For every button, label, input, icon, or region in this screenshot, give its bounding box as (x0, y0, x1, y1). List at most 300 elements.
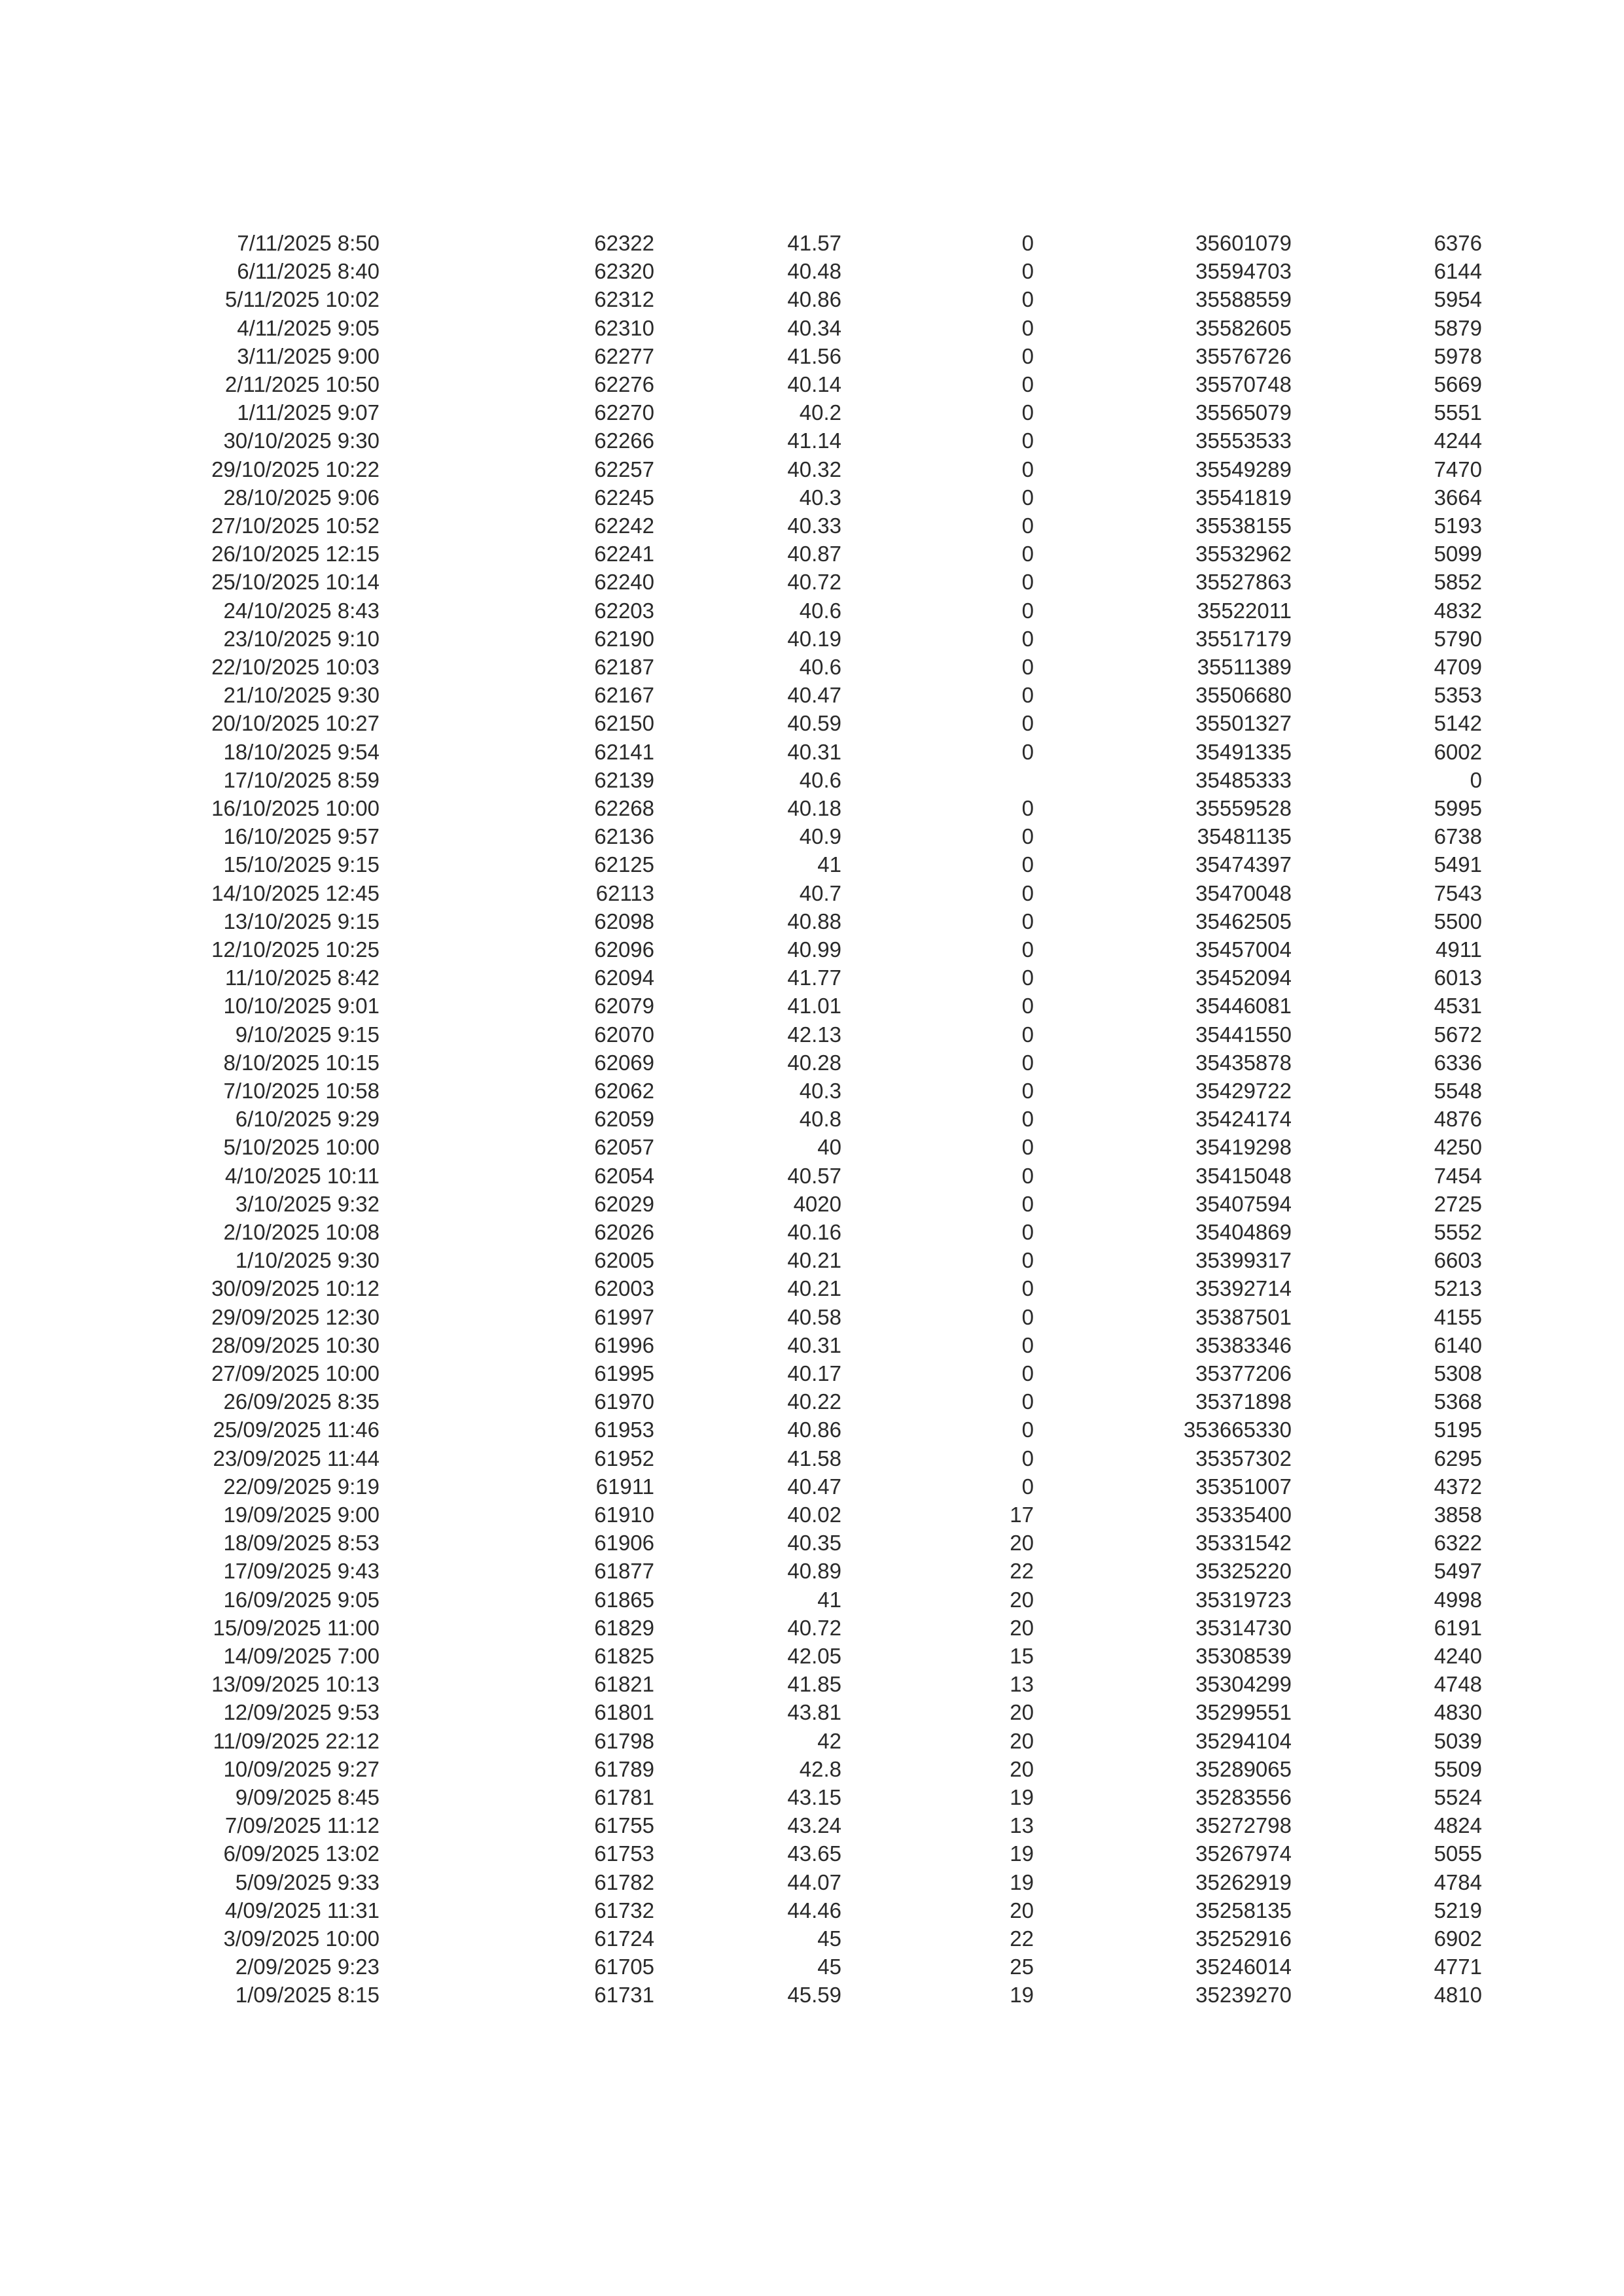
date-time-cell: 27/09/2025 10:00 (211, 1361, 380, 1385)
table-row (0, 794, 1624, 822)
date-time-cell: 25/10/2025 10:14 (211, 570, 380, 595)
reading-d-cell: 35351007 (1195, 1474, 1292, 1499)
reading-e-cell: 4876 (1434, 1107, 1482, 1132)
reading-d-cell: 35506680 (1195, 683, 1292, 708)
reading-d-cell: 35272798 (1195, 1813, 1292, 1838)
reading-b-cell: 43.15 (787, 1785, 841, 1809)
reading-c-cell: 0 (1021, 711, 1034, 736)
date-time-cell: 26/10/2025 12:15 (211, 542, 380, 566)
reading-e-cell: 7454 (1434, 1163, 1482, 1188)
reading-a-cell: 61798 (594, 1728, 654, 1753)
reading-d-cell: 35601079 (1195, 231, 1292, 255)
reading-c-cell: 25 (1010, 1955, 1034, 1979)
reading-c-cell: 0 (1021, 796, 1034, 820)
reading-c-cell: 17 (1010, 1503, 1034, 1527)
reading-c-cell: 0 (1021, 937, 1034, 962)
reading-a-cell: 62312 (594, 287, 654, 312)
reading-a-cell: 61910 (594, 1503, 654, 1527)
reading-c-cell: 19 (1010, 1785, 1034, 1809)
table-row (0, 1614, 1624, 1642)
reading-a-cell: 61801 (594, 1700, 654, 1725)
table-row (0, 398, 1624, 426)
date-time-cell: 14/10/2025 12:45 (211, 880, 380, 905)
reading-c-cell: 0 (1021, 598, 1034, 623)
reading-e-cell: 6336 (1434, 1050, 1482, 1075)
reading-d-cell: 35404869 (1195, 1220, 1292, 1244)
date-time-cell: 3/11/2025 9:00 (237, 343, 380, 368)
reading-c-cell: 19 (1010, 1983, 1034, 2008)
reading-b-cell: 40.7 (799, 880, 841, 905)
reading-d-cell: 35289065 (1195, 1756, 1292, 1781)
reading-d-cell: 35511389 (1197, 655, 1292, 679)
reading-b-cell: 45 (817, 1955, 841, 1979)
reading-e-cell: 5879 (1434, 315, 1482, 340)
reading-c-cell: 13 (1010, 1672, 1034, 1697)
reading-b-cell: 40.18 (787, 796, 841, 820)
reading-b-cell: 40.59 (787, 711, 841, 736)
reading-e-cell: 6902 (1434, 1926, 1482, 1951)
table-row (0, 1049, 1624, 1077)
date-time-cell: 6/11/2025 8:40 (237, 259, 380, 284)
date-time-cell: 28/09/2025 10:30 (211, 1332, 380, 1357)
table-row (0, 625, 1624, 653)
reading-c-cell: 20 (1010, 1728, 1034, 1753)
reading-a-cell: 62062 (594, 1079, 654, 1103)
reading-c-cell: 0 (1021, 880, 1034, 905)
reading-a-cell: 62098 (594, 909, 654, 933)
table-row (0, 1811, 1624, 1839)
table-row (0, 1274, 1624, 1302)
reading-d-cell: 35424174 (1195, 1107, 1292, 1132)
table-row (0, 1162, 1624, 1190)
reading-a-cell: 61970 (594, 1389, 654, 1414)
reading-e-cell: 6002 (1434, 739, 1482, 764)
reading-c-cell: 0 (1021, 1418, 1034, 1442)
table-row (0, 483, 1624, 512)
reading-c-cell: 0 (1021, 1276, 1034, 1301)
reading-c-cell: 0 (1021, 1304, 1034, 1329)
reading-b-cell: 40.3 (799, 1079, 841, 1103)
date-time-cell: 22/10/2025 10:03 (211, 655, 380, 679)
reading-b-cell: 40.34 (787, 315, 841, 340)
reading-d-cell: 35470048 (1195, 880, 1292, 905)
date-time-cell: 7/09/2025 11:12 (224, 1813, 380, 1838)
reading-d-cell: 35262919 (1195, 1870, 1292, 1894)
reading-d-cell: 35446081 (1195, 994, 1292, 1018)
table-row (0, 1953, 1624, 1981)
reading-c-cell: 20 (1010, 1700, 1034, 1725)
reading-e-cell: 5308 (1434, 1361, 1482, 1385)
reading-a-cell: 62270 (594, 400, 654, 425)
date-time-cell: 11/09/2025 22:12 (213, 1728, 380, 1753)
reading-b-cell: 41.57 (787, 231, 841, 255)
reading-a-cell: 61724 (594, 1926, 654, 1951)
date-time-cell: 5/09/2025 9:33 (235, 1870, 380, 1894)
table-row (0, 1472, 1624, 1501)
date-time-cell: 23/10/2025 9:10 (223, 626, 380, 651)
date-time-cell: 18/09/2025 8:53 (223, 1531, 380, 1556)
date-time-cell: 24/10/2025 8:43 (223, 598, 380, 623)
date-time-cell: 17/09/2025 9:43 (223, 1559, 380, 1584)
table-row (0, 1839, 1624, 1868)
reading-e-cell: 6295 (1434, 1446, 1482, 1470)
reading-b-cell: 40.6 (799, 767, 841, 792)
reading-c-cell: 0 (1021, 231, 1034, 255)
table-row (0, 1529, 1624, 1557)
reading-c-cell: 0 (1021, 1191, 1034, 1216)
reading-e-cell: 5524 (1434, 1785, 1482, 1809)
reading-d-cell: 35283556 (1195, 1785, 1292, 1809)
table-row (0, 314, 1624, 342)
reading-d-cell: 35258135 (1195, 1898, 1292, 1922)
date-time-cell: 16/09/2025 9:05 (223, 1587, 380, 1612)
date-time-cell: 9/09/2025 8:45 (235, 1785, 380, 1809)
reading-b-cell: 40.99 (787, 937, 841, 962)
reading-b-cell: 40.57 (787, 1163, 841, 1188)
reading-e-cell: 6144 (1434, 259, 1482, 284)
table-row (0, 342, 1624, 370)
reading-a-cell: 61731 (594, 1983, 654, 2008)
reading-a-cell: 62113 (595, 880, 654, 905)
reading-e-cell: 7543 (1434, 880, 1482, 905)
table-row (0, 568, 1624, 596)
table-row (0, 1105, 1624, 1133)
reading-d-cell: 35588559 (1195, 287, 1292, 312)
table-row (0, 1642, 1624, 1670)
date-time-cell: 7/11/2025 8:50 (237, 231, 380, 255)
table-row (0, 1981, 1624, 2009)
reading-d-cell: 35538155 (1195, 513, 1292, 538)
reading-d-cell: 35325220 (1195, 1559, 1292, 1584)
date-time-cell: 10/10/2025 9:01 (223, 994, 380, 1018)
reading-a-cell: 62059 (594, 1107, 654, 1132)
table-row (0, 681, 1624, 709)
reading-a-cell: 62322 (594, 231, 654, 255)
reading-c-cell: 0 (1021, 1050, 1034, 1075)
reading-e-cell: 5142 (1434, 711, 1482, 736)
reading-e-cell: 4998 (1434, 1587, 1482, 1612)
table-row (0, 935, 1624, 964)
table-row (0, 455, 1624, 483)
date-time-cell: 6/10/2025 9:29 (235, 1107, 380, 1132)
reading-b-cell: 41.01 (787, 994, 841, 1018)
reading-a-cell: 62069 (594, 1050, 654, 1075)
reading-e-cell: 2725 (1434, 1191, 1482, 1216)
table-row (0, 1331, 1624, 1359)
date-time-cell: 20/10/2025 10:27 (211, 711, 380, 736)
reading-a-cell: 62150 (594, 711, 654, 736)
reading-a-cell: 62310 (594, 315, 654, 340)
reading-e-cell: 6376 (1434, 231, 1482, 255)
reading-e-cell: 4832 (1434, 598, 1482, 623)
table-row (0, 1416, 1624, 1444)
reading-c-cell: 22 (1010, 1926, 1034, 1951)
reading-a-cell: 62187 (594, 655, 654, 679)
reading-c-cell: 0 (1021, 1163, 1034, 1188)
date-time-cell: 10/09/2025 9:27 (223, 1756, 380, 1781)
reading-b-cell: 40.19 (787, 626, 841, 651)
reading-d-cell: 35549289 (1195, 457, 1292, 481)
date-time-cell: 16/10/2025 9:57 (223, 824, 380, 849)
reading-a-cell: 62245 (594, 485, 654, 510)
reading-b-cell: 40.47 (787, 683, 841, 708)
reading-e-cell: 5099 (1434, 542, 1482, 566)
table-row (0, 229, 1624, 257)
date-time-cell: 4/09/2025 11:31 (224, 1898, 380, 1922)
reading-e-cell: 5548 (1434, 1079, 1482, 1103)
reading-b-cell: 40.89 (787, 1559, 841, 1584)
reading-a-cell: 62190 (594, 626, 654, 651)
reading-c-cell: 0 (1021, 655, 1034, 679)
reading-e-cell: 4372 (1434, 1474, 1482, 1499)
reading-d-cell: 353665330 (1183, 1418, 1292, 1442)
reading-a-cell: 61952 (594, 1446, 654, 1470)
reading-e-cell: 5039 (1434, 1728, 1482, 1753)
reading-b-cell: 40.31 (787, 739, 841, 764)
reading-c-cell: 20 (1010, 1898, 1034, 1922)
date-time-cell: 2/10/2025 10:08 (223, 1220, 380, 1244)
reading-d-cell: 35485333 (1195, 767, 1292, 792)
date-time-cell: 26/09/2025 8:35 (223, 1389, 380, 1414)
reading-d-cell: 35357302 (1195, 1446, 1292, 1470)
reading-a-cell: 62094 (594, 965, 654, 990)
reading-d-cell: 35565079 (1195, 400, 1292, 425)
table-row (0, 1444, 1624, 1472)
reading-a-cell: 61865 (594, 1587, 654, 1612)
reading-a-cell: 61997 (594, 1304, 654, 1329)
reading-a-cell: 61995 (594, 1361, 654, 1385)
reading-d-cell: 35541819 (1195, 485, 1292, 510)
reading-e-cell: 5219 (1434, 1898, 1482, 1922)
date-time-cell: 27/10/2025 10:52 (211, 513, 380, 538)
reading-d-cell: 35294104 (1195, 1728, 1292, 1753)
reading-d-cell: 35319723 (1195, 1587, 1292, 1612)
reading-c-cell: 0 (1021, 683, 1034, 708)
date-time-cell: 2/11/2025 10:50 (224, 372, 380, 396)
reading-c-cell: 0 (1021, 852, 1034, 877)
table-row (0, 1896, 1624, 1924)
reading-d-cell: 35532962 (1195, 542, 1292, 566)
table-row (0, 653, 1624, 681)
reading-d-cell: 35371898 (1195, 1389, 1292, 1414)
reading-a-cell: 61755 (594, 1813, 654, 1838)
reading-b-cell: 40.86 (787, 287, 841, 312)
reading-b-cell: 41.85 (787, 1672, 841, 1697)
table-row (0, 992, 1624, 1020)
reading-b-cell: 41.56 (787, 343, 841, 368)
reading-b-cell: 41.14 (787, 428, 841, 453)
date-time-cell: 6/09/2025 13:02 (223, 1841, 380, 1866)
reading-e-cell: 4810 (1434, 1983, 1482, 2008)
reading-a-cell: 62167 (594, 683, 654, 708)
date-time-cell: 5/11/2025 10:02 (224, 287, 380, 312)
reading-e-cell: 5790 (1434, 626, 1482, 651)
table-row (0, 1303, 1624, 1331)
reading-b-cell: 40.3 (799, 485, 841, 510)
reading-e-cell: 3858 (1434, 1503, 1482, 1527)
reading-a-cell: 61825 (594, 1644, 654, 1668)
date-time-cell: 29/09/2025 12:30 (211, 1304, 380, 1329)
reading-b-cell: 40.86 (787, 1418, 841, 1442)
reading-e-cell: 5353 (1434, 683, 1482, 708)
reading-c-cell: 0 (1021, 1248, 1034, 1273)
reading-b-cell: 44.46 (787, 1898, 841, 1922)
reading-c-cell: 0 (1021, 1361, 1034, 1385)
reading-c-cell: 0 (1021, 1446, 1034, 1470)
reading-a-cell: 61953 (594, 1418, 654, 1442)
reading-e-cell: 4830 (1434, 1700, 1482, 1725)
reading-a-cell: 62070 (594, 1022, 654, 1047)
reading-a-cell: 62096 (594, 937, 654, 962)
date-time-cell: 19/09/2025 9:00 (223, 1503, 380, 1527)
reading-a-cell: 62005 (594, 1248, 654, 1273)
date-time-cell: 8/10/2025 10:15 (223, 1050, 380, 1075)
reading-d-cell: 35407594 (1195, 1191, 1292, 1216)
date-time-cell: 12/09/2025 9:53 (223, 1700, 380, 1725)
reading-b-cell: 40.16 (787, 1220, 841, 1244)
reading-d-cell: 35392714 (1195, 1276, 1292, 1301)
date-time-cell: 15/09/2025 11:00 (213, 1615, 380, 1640)
date-time-cell: 3/10/2025 9:32 (235, 1191, 380, 1216)
reading-d-cell: 35429722 (1195, 1079, 1292, 1103)
reading-a-cell: 62276 (594, 372, 654, 396)
reading-b-cell: 42.05 (787, 1644, 841, 1668)
reading-a-cell: 61789 (594, 1756, 654, 1781)
reading-a-cell: 61753 (594, 1841, 654, 1866)
reading-e-cell: 4531 (1434, 994, 1482, 1018)
reading-c-cell: 0 (1021, 1474, 1034, 1499)
reading-a-cell: 62268 (594, 796, 654, 820)
reading-e-cell: 4748 (1434, 1672, 1482, 1697)
reading-b-cell: 4020 (793, 1191, 841, 1216)
reading-b-cell: 40.02 (787, 1503, 841, 1527)
table-row (0, 370, 1624, 398)
date-time-cell: 12/10/2025 10:25 (211, 937, 380, 962)
table-row (0, 1387, 1624, 1416)
reading-e-cell: 4240 (1434, 1644, 1482, 1668)
reading-d-cell: 35304299 (1195, 1672, 1292, 1697)
date-time-cell: 3/09/2025 10:00 (223, 1926, 380, 1951)
reading-b-cell: 40.72 (787, 1615, 841, 1640)
reading-a-cell: 62257 (594, 457, 654, 481)
reading-c-cell: 0 (1021, 739, 1034, 764)
table-row (0, 1727, 1624, 1755)
reading-b-cell: 41.58 (787, 1446, 841, 1470)
reading-d-cell: 35582605 (1195, 315, 1292, 340)
date-time-cell: 15/10/2025 9:15 (223, 852, 380, 877)
reading-c-cell: 0 (1021, 626, 1034, 651)
reading-d-cell: 35462505 (1195, 909, 1292, 933)
reading-d-cell: 35419298 (1195, 1135, 1292, 1160)
reading-b-cell: 40.87 (787, 542, 841, 566)
reading-a-cell: 62242 (594, 513, 654, 538)
reading-a-cell: 61821 (594, 1672, 654, 1697)
table-row (0, 709, 1624, 737)
date-time-cell: 11/10/2025 8:42 (224, 965, 380, 990)
reading-b-cell: 41 (817, 1587, 841, 1612)
reading-a-cell: 62054 (594, 1163, 654, 1188)
reading-c-cell: 0 (1021, 1022, 1034, 1047)
table-row (0, 1557, 1624, 1585)
reading-d-cell: 35239270 (1195, 1983, 1292, 2008)
date-time-cell: 9/10/2025 9:15 (235, 1022, 380, 1047)
reading-e-cell: 5669 (1434, 372, 1482, 396)
reading-b-cell: 43.65 (787, 1841, 841, 1866)
table-row (0, 1698, 1624, 1726)
reading-d-cell: 35501327 (1195, 711, 1292, 736)
reading-a-cell: 62277 (594, 343, 654, 368)
reading-d-cell: 35246014 (1195, 1955, 1292, 1979)
date-time-cell: 30/09/2025 10:12 (211, 1276, 380, 1301)
reading-d-cell: 35308539 (1195, 1644, 1292, 1668)
date-time-cell: 4/11/2025 9:05 (237, 315, 380, 340)
reading-b-cell: 40.14 (787, 372, 841, 396)
date-time-cell: 1/10/2025 9:30 (235, 1248, 380, 1273)
reading-c-cell: 0 (1021, 570, 1034, 595)
reading-b-cell: 41 (817, 852, 841, 877)
date-time-cell: 7/10/2025 10:58 (223, 1079, 380, 1103)
reading-c-cell: 0 (1021, 400, 1034, 425)
reading-e-cell: 4784 (1434, 1870, 1482, 1894)
table-row (0, 512, 1624, 540)
reading-c-cell: 0 (1021, 994, 1034, 1018)
date-time-cell: 17/10/2025 8:59 (223, 767, 380, 792)
reading-a-cell: 62266 (594, 428, 654, 453)
table-row (0, 738, 1624, 766)
reading-b-cell: 40.33 (787, 513, 841, 538)
reading-e-cell: 5195 (1434, 1418, 1482, 1442)
reading-a-cell: 61877 (594, 1559, 654, 1584)
table-row (0, 1755, 1624, 1783)
reading-d-cell: 35553533 (1195, 428, 1292, 453)
reading-a-cell: 62136 (594, 824, 654, 849)
reading-b-cell: 45 (817, 1926, 841, 1951)
table-row (0, 1218, 1624, 1246)
reading-c-cell: 20 (1010, 1531, 1034, 1556)
reading-e-cell: 4244 (1434, 428, 1482, 453)
table-row (0, 1246, 1624, 1274)
reading-c-cell: 20 (1010, 1756, 1034, 1781)
reading-b-cell: 40.72 (787, 570, 841, 595)
reading-b-cell: 41.77 (787, 965, 841, 990)
reading-a-cell: 61829 (594, 1615, 654, 1640)
reading-c-cell: 0 (1021, 1107, 1034, 1132)
reading-d-cell: 35457004 (1195, 937, 1292, 962)
date-time-cell: 28/10/2025 9:06 (223, 485, 380, 510)
reading-d-cell: 35594703 (1195, 259, 1292, 284)
reading-d-cell: 35452094 (1195, 965, 1292, 990)
reading-c-cell: 19 (1010, 1841, 1034, 1866)
reading-b-cell: 40 (817, 1135, 841, 1160)
date-time-cell: 21/10/2025 9:30 (223, 683, 380, 708)
reading-c-cell: 0 (1021, 1220, 1034, 1244)
table-row (0, 907, 1624, 935)
table-row (0, 1783, 1624, 1811)
table-row (0, 1190, 1624, 1218)
reading-c-cell: 20 (1010, 1615, 1034, 1640)
reading-d-cell: 35570748 (1195, 372, 1292, 396)
reading-e-cell: 6603 (1434, 1248, 1482, 1273)
reading-a-cell: 62139 (594, 767, 654, 792)
table-row (0, 964, 1624, 992)
reading-e-cell: 5552 (1434, 1220, 1482, 1244)
date-time-cell: 30/10/2025 9:30 (223, 428, 380, 453)
reading-e-cell: 5497 (1434, 1559, 1482, 1584)
reading-a-cell: 62320 (594, 259, 654, 284)
reading-e-cell: 4771 (1434, 1955, 1482, 1979)
reading-d-cell: 35441550 (1195, 1022, 1292, 1047)
date-time-cell: 13/09/2025 10:13 (211, 1672, 380, 1697)
